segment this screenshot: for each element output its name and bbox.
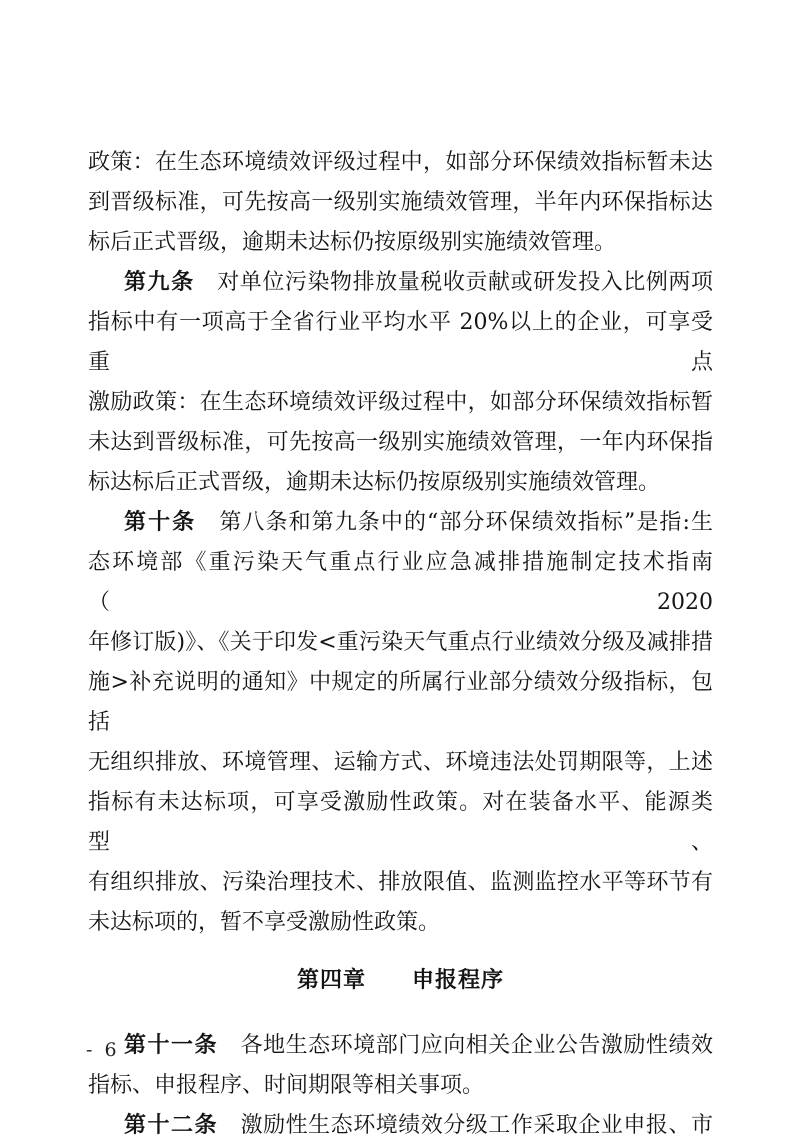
text-line: 指标中有一项高于全省行业平均水平 20%以上的企业，可享受重点	[88, 310, 713, 375]
document-body	[88, 143, 713, 1146]
text-line: 第十二条 激励性生态环境绩效分级工作采取企业申报、市	[124, 1113, 713, 1138]
text-line: 第九条 对单位污染物排放量税收贡献或研发投入比例两项	[124, 270, 713, 295]
text-line: 标后正式晋级，逾期未达标仍按原级别实施绩效管理。	[88, 230, 617, 255]
text-line: 政策：在生态环境绩效评级过程中，如部分环保绩效指标暂未达	[88, 150, 713, 175]
article-number: 第十条	[124, 510, 197, 535]
text-line: 指标、申报程序、时间期限等相关事项。	[88, 1073, 485, 1098]
text-line: 标达标后正式晋级，逾期未达标仍按原级别实施绩效管理。	[88, 470, 661, 495]
text-line: 指标有未达标项，可享受激励性政策。对在装备水平、能源类型、	[88, 790, 713, 855]
text-line: 年修订版)》、《关于印发<重污染天气重点行业绩效分级及减排措	[88, 630, 713, 655]
article-number: 第九条	[124, 270, 195, 295]
text-line: 无组织排放、环境管理、运输方式、环境违法处罚期限等，上述	[88, 750, 713, 775]
chapter-heading: 第四章 申报程序	[296, 968, 504, 993]
text-line: 未达到晋级标准，可先按高一级别实施绩效管理，一年内环保指	[88, 430, 713, 455]
text-line: 态环境部《重污染天气重点行业应急减排措施制定技术指南（2020	[88, 550, 713, 615]
text-line: 未达标项的，暂不享受激励性政策。	[88, 910, 441, 935]
article-number: 第十一条	[124, 1033, 219, 1058]
text-line: 有组织排放、污染治理技术、排放限值、监测监控水平等环节有	[88, 870, 713, 895]
text-line: 激励政策：在生态环境绩效评级过程中，如部分环保绩效指标暂	[88, 390, 713, 415]
page-number: - 6 -	[86, 1039, 139, 1061]
text-line: 到晋级标准，可先按高一级别实施绩效管理，半年内环保指标达	[88, 190, 713, 215]
text-line: 第十一条 各地生态环境部门应向相关企业公告激励性绩效	[124, 1033, 713, 1058]
text-line: 第十条 第八条和第九条中的“部分环保绩效指标”是指:生	[124, 510, 713, 535]
article-number: 第十二条	[124, 1113, 219, 1138]
text-line: 施>补充说明的通知》中规定的所属行业部分绩效分级指标，包括	[88, 670, 713, 735]
